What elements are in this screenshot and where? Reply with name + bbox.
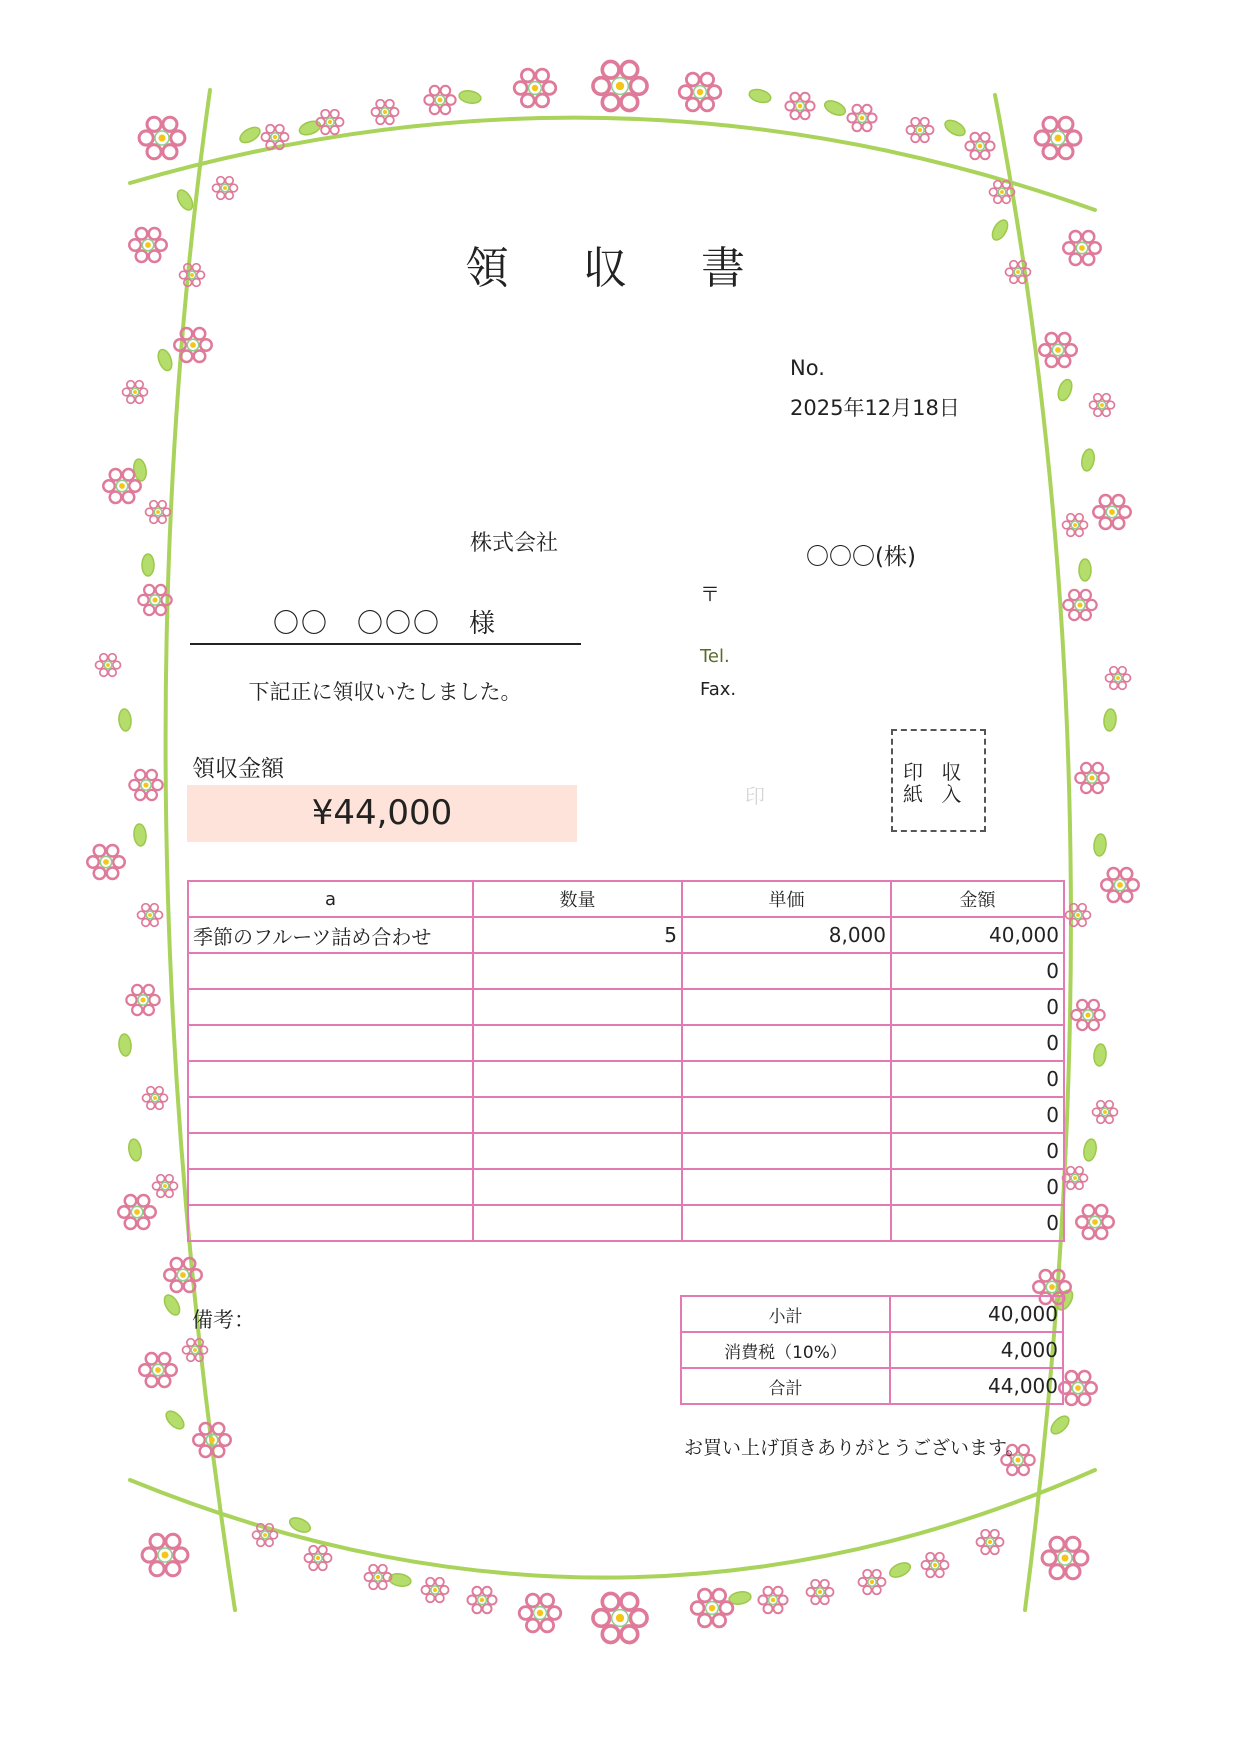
leaf-icon	[174, 187, 195, 212]
amount-cell: 0	[891, 1097, 1064, 1133]
unit-price-cell	[682, 1061, 891, 1097]
flower-icon	[921, 1553, 948, 1578]
revenue-stamp-label	[903, 761, 967, 805]
flower-icon	[1039, 333, 1076, 367]
flower-icon	[1035, 117, 1081, 159]
flower-icon	[421, 1578, 448, 1603]
received-statement: 下記正に領収いたしました。	[248, 680, 522, 704]
flower-icon	[467, 1587, 496, 1613]
flower-icon	[593, 1593, 647, 1642]
flower-icon	[96, 654, 121, 677]
issue-date: 2025年12月18日	[790, 396, 960, 420]
item-name-cell	[188, 1133, 473, 1169]
flower-icon	[153, 1175, 178, 1198]
item-name-cell: 季節のフルーツ詰め合わせ	[188, 917, 473, 953]
table-row	[188, 917, 1064, 953]
tel-label: Tel.	[700, 646, 730, 667]
flower-icon	[1063, 590, 1096, 620]
leaf-icon	[118, 709, 132, 732]
items-header-row	[188, 881, 1064, 917]
table-row	[188, 953, 1064, 989]
flower-icon	[103, 469, 140, 503]
amount-cell: 0	[891, 1133, 1064, 1169]
stamp-label-line: 紙 入	[903, 782, 968, 806]
header-unit-price: 単価	[682, 881, 891, 917]
table-row	[188, 1133, 1064, 1169]
table-row	[188, 1025, 1064, 1061]
leaf-icon	[748, 87, 772, 104]
flower-icon	[123, 381, 148, 404]
header-item: a	[188, 881, 473, 917]
totals-label: 消費税（10%）	[681, 1332, 890, 1368]
flower-icon	[364, 1565, 391, 1590]
leaf-icon	[1082, 1138, 1098, 1162]
flower-icon	[424, 86, 455, 114]
leaf-icon	[1079, 559, 1091, 581]
quantity-cell	[473, 1205, 682, 1241]
customer-underline	[190, 643, 581, 645]
flower-icon	[213, 177, 238, 200]
flower-icon	[1093, 495, 1130, 529]
quantity-cell	[473, 1169, 682, 1205]
leaf-icon	[161, 1292, 182, 1317]
fax-label: Fax.	[700, 679, 737, 700]
amount-cell: 0	[891, 1061, 1064, 1097]
unit-price-cell	[682, 1097, 891, 1133]
flower-icon	[142, 1534, 188, 1576]
quantity-cell: 5	[473, 917, 682, 953]
leaf-icon	[1093, 834, 1107, 857]
flower-icon	[806, 1580, 833, 1605]
flower-icon	[519, 1594, 561, 1632]
flower-icon	[118, 1195, 155, 1229]
flower-icon	[1063, 514, 1088, 537]
table-row	[188, 1169, 1064, 1205]
totals-row	[681, 1368, 1063, 1404]
unit-price-cell: 8,000	[682, 917, 891, 953]
item-name-cell	[188, 989, 473, 1025]
leaf-icon	[118, 1034, 132, 1057]
postal-mark: 〒	[700, 582, 720, 606]
leaf-icon	[133, 824, 147, 847]
totals-table	[680, 1295, 1064, 1405]
leaf-icon	[1103, 709, 1117, 732]
quantity-cell	[473, 989, 682, 1025]
amount-cell: 0	[891, 1169, 1064, 1205]
amount-cell: 0	[891, 989, 1064, 1025]
stamp-label-line: 印 収	[903, 760, 968, 784]
item-name-cell	[188, 1205, 473, 1241]
unit-price-cell	[682, 953, 891, 989]
flower-icon	[593, 61, 647, 110]
flower-icon	[304, 1546, 331, 1571]
leaf-icon	[942, 117, 967, 138]
unit-price-cell	[682, 1025, 891, 1061]
item-name-cell	[188, 1025, 473, 1061]
flower-icon	[1042, 1537, 1088, 1579]
flower-icon	[976, 1530, 1003, 1555]
flower-icon	[785, 93, 814, 119]
totals-value: 40,000	[890, 1296, 1063, 1332]
unit-price-cell	[682, 1169, 891, 1205]
leaf-icon	[458, 89, 482, 105]
flower-icon	[1093, 1101, 1118, 1124]
totals-row	[681, 1296, 1063, 1332]
item-name-cell	[188, 953, 473, 989]
unit-price-cell	[682, 989, 891, 1025]
items-table	[187, 880, 1065, 1242]
flower-icon	[139, 1353, 176, 1387]
flower-icon	[847, 105, 876, 131]
flower-icon	[253, 1524, 278, 1547]
unit-price-cell	[682, 1133, 891, 1169]
leaf-icon	[237, 124, 262, 145]
flower-icon	[1090, 394, 1115, 417]
header-quantity: 数量	[473, 881, 682, 917]
item-name-cell	[188, 1169, 473, 1205]
flower-icon	[906, 118, 933, 143]
flower-icon	[183, 1339, 208, 1362]
table-row	[188, 1205, 1064, 1241]
flower-icon	[1101, 868, 1138, 902]
flower-icon	[1076, 1205, 1113, 1239]
flower-icon	[261, 125, 288, 150]
totals-label: 小計	[681, 1296, 890, 1332]
totals-label: 合計	[681, 1368, 890, 1404]
leaf-icon	[298, 119, 323, 138]
leaf-icon	[1048, 1413, 1072, 1437]
flower-icon	[138, 904, 163, 927]
flower-icon	[316, 110, 343, 135]
quantity-cell	[473, 1025, 682, 1061]
amount-cell: 0	[891, 953, 1064, 989]
leaf-icon	[887, 1560, 912, 1580]
flower-icon	[758, 1587, 787, 1613]
remarks-label: 備考：	[192, 1308, 255, 1332]
quantity-cell	[473, 1061, 682, 1097]
totals-value: 44,000	[890, 1368, 1063, 1404]
item-name-cell	[188, 1061, 473, 1097]
leaf-icon	[127, 1138, 143, 1162]
leaf-icon	[1093, 1044, 1107, 1067]
leaf-icon	[156, 348, 175, 373]
item-name-cell	[188, 1097, 473, 1133]
unit-price-cell	[682, 1205, 891, 1241]
issuer-name: 〇〇〇(株)	[806, 544, 916, 570]
document-title: 領 収 書	[465, 243, 775, 294]
table-row	[188, 1061, 1064, 1097]
table-row	[188, 989, 1064, 1025]
flower-icon	[371, 100, 398, 125]
customer-name: 〇〇 〇〇〇 様	[272, 609, 497, 639]
flower-icon	[965, 133, 994, 159]
quantity-cell	[473, 1133, 682, 1169]
flower-icon	[858, 1570, 885, 1595]
company-prefix: 株式会社	[470, 531, 559, 556]
quantity-cell	[473, 953, 682, 989]
flower-icon	[139, 117, 185, 159]
leaf-icon	[1056, 378, 1075, 403]
leaf-icon	[822, 98, 847, 118]
leaf-icon	[163, 1408, 187, 1432]
table-row	[188, 1097, 1064, 1133]
flower-icon	[679, 73, 721, 111]
receipt-number-label: No.	[790, 356, 825, 380]
flower-icon	[129, 770, 162, 800]
amount-cell: 0	[891, 1025, 1064, 1061]
leaf-icon	[1080, 448, 1096, 472]
flower-icon	[514, 69, 556, 107]
leaf-icon	[287, 1515, 312, 1535]
revenue-stamp-box	[891, 729, 986, 832]
flower-icon	[193, 1423, 230, 1457]
leaf-icon	[142, 554, 154, 576]
seal-mark: 印	[745, 784, 765, 808]
amount-value: ¥44,000	[187, 785, 577, 842]
thank-you-message: お買い上げ頂きありがとうございます。	[684, 1437, 1025, 1459]
quantity-cell	[473, 1097, 682, 1133]
flower-icon	[87, 845, 124, 879]
flower-icon	[164, 1258, 201, 1292]
flower-icon	[1059, 1371, 1096, 1405]
totals-value: 4,000	[890, 1332, 1063, 1368]
flower-icon	[143, 1087, 168, 1110]
totals-row	[681, 1332, 1063, 1368]
flower-icon	[146, 501, 171, 524]
amount-cell: 0	[891, 1205, 1064, 1241]
flower-icon	[1106, 667, 1131, 690]
flower-icon	[691, 1589, 733, 1627]
header-amount: 金額	[891, 881, 1064, 917]
amount-label: 領収金額	[192, 756, 284, 782]
flower-icon	[1075, 763, 1108, 793]
amount-cell: 40,000	[891, 917, 1064, 953]
flower-icon	[1071, 1000, 1104, 1030]
flower-icon	[126, 985, 159, 1015]
